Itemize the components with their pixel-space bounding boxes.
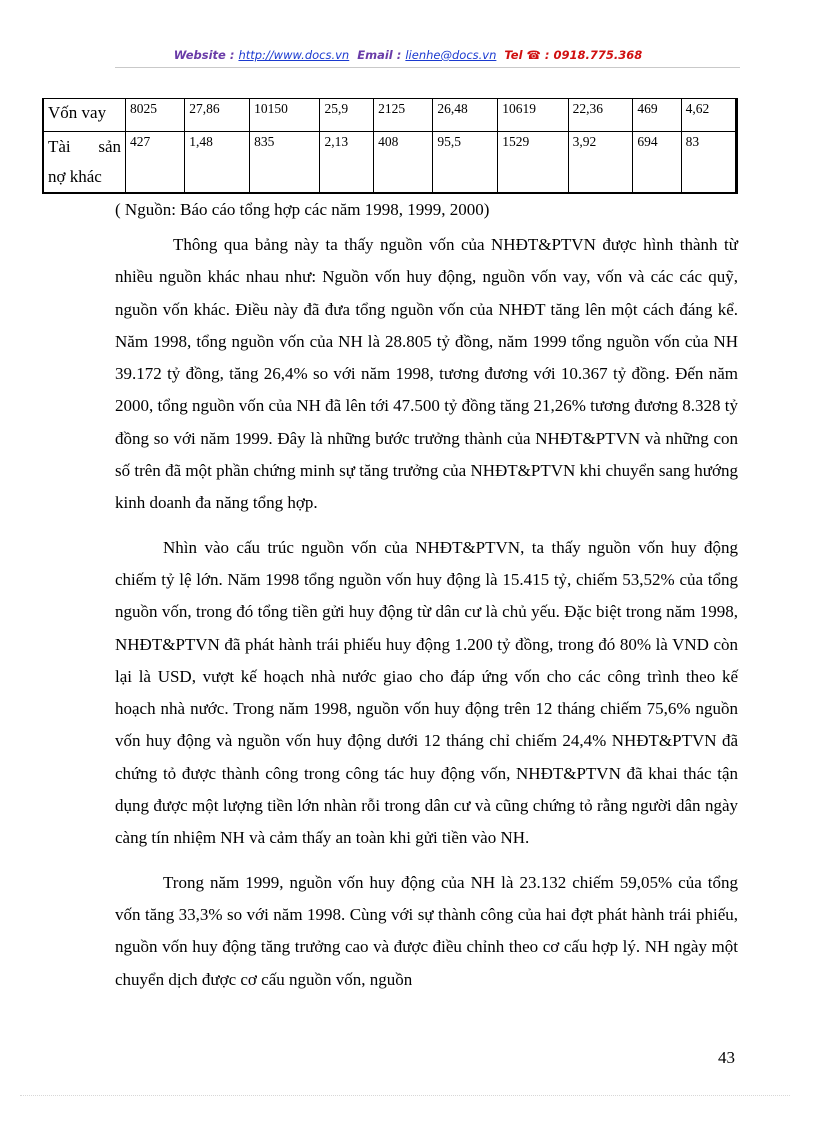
email-label: Email : [357, 48, 402, 62]
table-cell: 95,5 [433, 132, 498, 194]
paragraph: Thông qua bảng này ta thấy nguồn vốn của NHĐT&PTVN được hình thành từ nhiều nguồn khác nhau như: Nguồn vốn huy động, nguồn vốn vay, vốn và các các quỹ, nguồn vốn khác. Điều này đã đưa tổng nguồn vốn của NHĐT tăng lên một cách đáng kể. Năm 1998, tổng nguồn vốn của NH là 28.805 tỷ đồng, năm 1999 tổng nguồn vốn của NH 39.172 tỷ đồng, tăng 26,4% so với năm 1998, tương đương với 10.367 tỷ đồng. Đến năm 2000, tổng nguồn vốn của NH đã lên tới 47.500 tỷ đồng tăng 21,26% tương đương 8.328 tỷ đồng so với năm 1999. Đây là những bước trưởng thành của NHĐT&PTVN và những con số trên đã một phần chứng minh sự tăng trưởng của NHĐT&PTVN khi chuyển sang hướng kinh doanh đa năng tổng hợp. [115, 235, 738, 513]
table-cell: 22,36 [568, 99, 633, 132]
row-label [43, 132, 126, 194]
row-label-part: Tài [48, 137, 71, 156]
paragraph: Trong năm 1999, nguồn vốn huy động của NH là 23.132 chiếm 59,05% của tổng vốn tăng 33,3% so với năm 1998. Cùng với sự thành công của hai đợt phát hành trái phiếu, nguồn vốn huy động tăng trưởng cao và được điều chỉnh theo cơ cấu hợp lý. NH ngày một chuyển dịch được cơ cấu nguồn vốn, nguồn [115, 872, 738, 989]
table-cell: 10150 [250, 99, 320, 132]
table-cell: 8025 [126, 99, 185, 132]
table-cell: 3,92 [568, 132, 633, 194]
page-number: 43 [718, 1048, 735, 1067]
table-cell: 2125 [374, 99, 433, 132]
paragraph: Nhìn vào cấu trúc nguồn vốn của NHĐT&PTVN, ta thấy nguồn vốn huy động chiếm tỷ lệ lớn. Năm 1998 tổng nguồn vốn huy động là 15.415 tỷ, chiếm 53,52% của tổng nguồn vốn, trong đó tổng tiền gửi huy động từ dân cư là chủ yếu. Đặc biệt trong năm 1998, NHĐT&PTVN đã phát hành trái phiếu huy động 1.200 tỷ đồng, trong đó 80% là VND còn lại là USD, vượt kế hoạch nhà nước giao cho đáp ứng vốn cho các công trình theo kế hoạch nhà nước. Trong năm 1998, nguồn vốn huy động trên 12 tháng chiếm 75,6% nguồn vốn huy động và nguồn vốn huy động dưới 12 tháng chỉ chiếm 24,4% NHĐT&PTVN đã chứng tỏ được thành công trong công tác huy động vốn, NHĐT&PTVN đã khai thác tận dụng được một lượng tiền lớn nhàn rỗi trong dân cư và cũng chứng tỏ rằng người dân ngày càng tín nhiệm NH và cảm thấy an toàn khi gửi tiền vào NH. [115, 537, 738, 848]
table-cell: 694 [633, 132, 681, 194]
footer-divider [20, 1095, 790, 1096]
website-label: Website : [173, 48, 235, 62]
header-divider [115, 67, 740, 68]
capital-table [42, 98, 738, 194]
table-cell: 83 [681, 132, 736, 194]
table-cell: 835 [250, 132, 320, 194]
table-cell: 1,48 [185, 132, 250, 194]
table-cell: 2,13 [320, 132, 374, 194]
table-cell: 25,9 [320, 99, 374, 132]
table-cell: 26,48 [433, 99, 498, 132]
body-text [115, 229, 738, 1008]
table-cell: 4,62 [681, 99, 736, 132]
tel-label: Tel ☎ : [504, 48, 550, 62]
table-cell: 1529 [498, 132, 568, 194]
page-header [0, 48, 816, 62]
row-label: Vốn vay [43, 99, 126, 132]
table-cell: 27,86 [185, 99, 250, 132]
table-cell: 408 [374, 132, 433, 194]
table-cell: 469 [633, 99, 681, 132]
row-label-part: sản [98, 137, 121, 156]
table-cell: 10619 [498, 99, 568, 132]
table-cell: 427 [126, 132, 185, 194]
row-label-part: nợ khác [48, 167, 102, 186]
table-row [43, 99, 737, 132]
email-link[interactable]: lienhe@docs.vn [405, 48, 497, 62]
table-source-note: ( Nguồn: Báo cáo tổng hợp các năm 1998, 1999, 2000) [115, 200, 490, 219]
tel-number: 0918.775.368 [553, 48, 643, 62]
table-row [43, 132, 737, 194]
website-link[interactable]: http://www.docs.vn [238, 48, 350, 62]
